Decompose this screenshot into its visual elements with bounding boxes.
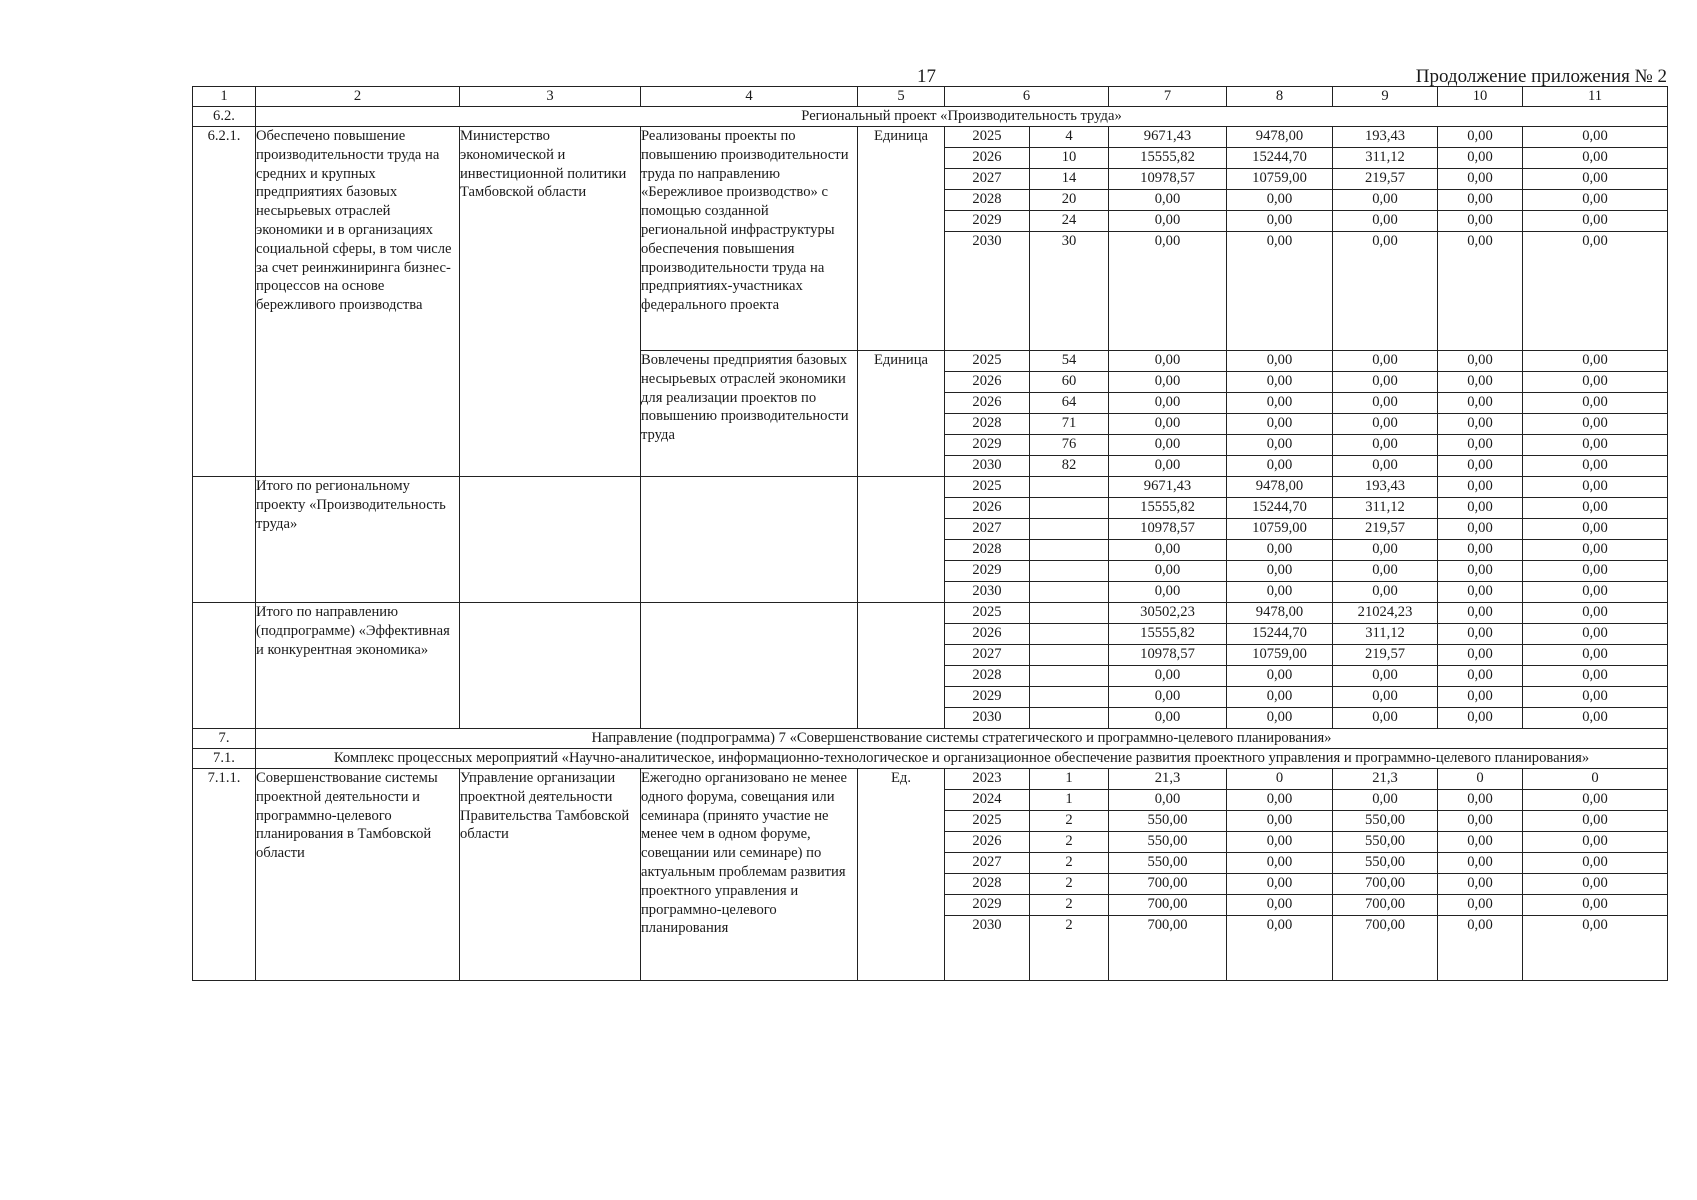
unit: [858, 477, 945, 603]
year-cell: 2030: [945, 582, 1030, 603]
extrabudget-amount: 0,00: [1523, 561, 1668, 582]
indicator-value: [1030, 582, 1109, 603]
year-cell: 2025: [945, 603, 1030, 624]
section-title: Комплекс процессных мероприятий «Научно-аналитическое, информационно-технологическое и организационное обеспечение развития проектного управления и программно-целевого планирования»: [256, 749, 1668, 769]
responsible-org: [460, 603, 641, 729]
federal-amount: 0,00: [1227, 561, 1333, 582]
municipal-amount: 0,00: [1438, 372, 1523, 393]
extrabudget-amount: 0,00: [1523, 351, 1668, 372]
regional-amount: 550,00: [1333, 811, 1438, 832]
total-amount: 550,00: [1109, 811, 1227, 832]
extrabudget-amount: 0,00: [1523, 832, 1668, 853]
result-description: Обеспечено повышение производительности труда на средних и крупных предприятиях базовых несырьевых отраслей экономики и в организациях социальной сферы, в том числе за счет реинжиниринга бизнес-процессов на основе бережливого производства: [256, 127, 460, 477]
total-amount: 700,00: [1109, 895, 1227, 916]
regional-amount: 21024,23: [1333, 603, 1438, 624]
year-cell: 2025: [945, 351, 1030, 372]
indicator-value: 24: [1030, 211, 1109, 232]
federal-amount: 0,00: [1227, 895, 1333, 916]
section-number: 7.: [193, 729, 256, 749]
regional-amount: 0,00: [1333, 687, 1438, 708]
total-amount: 0,00: [1109, 190, 1227, 211]
total-amount: 9671,43: [1109, 477, 1227, 498]
municipal-amount: 0,00: [1438, 127, 1523, 148]
unit: [858, 603, 945, 729]
year-cell: 2024: [945, 790, 1030, 811]
regional-amount: 700,00: [1333, 874, 1438, 895]
municipal-amount: 0: [1438, 769, 1523, 790]
year-cell: 2025: [945, 127, 1030, 148]
section-title: Региональный проект «Производительность труда»: [256, 107, 1668, 127]
extrabudget-amount: 0,00: [1523, 603, 1668, 624]
municipal-amount: 0,00: [1438, 895, 1523, 916]
section-number: 7.1.: [193, 749, 256, 769]
indicator-value: [1030, 645, 1109, 666]
total-amount: 30502,23: [1109, 603, 1227, 624]
total-amount: 9671,43: [1109, 127, 1227, 148]
table-row: [193, 477, 1668, 498]
year-cell: 2027: [945, 169, 1030, 190]
municipal-amount: 0,00: [1438, 211, 1523, 232]
extrabudget-amount: 0,00: [1523, 666, 1668, 687]
responsible-org: [460, 477, 641, 603]
federal-amount: 0: [1227, 769, 1333, 790]
federal-amount: 0,00: [1227, 832, 1333, 853]
year-cell: 2029: [945, 895, 1030, 916]
total-amount: 10978,57: [1109, 519, 1227, 540]
regional-amount: 700,00: [1333, 916, 1438, 981]
total-amount: 10978,57: [1109, 645, 1227, 666]
federal-amount: 0,00: [1227, 811, 1333, 832]
federal-amount: 0,00: [1227, 190, 1333, 211]
indicator-value: 20: [1030, 190, 1109, 211]
responsible-org: Управление организации проектной деятельности Правительства Тамбовской области: [460, 769, 641, 981]
section-row: [193, 749, 1668, 769]
indicator-name: [641, 477, 858, 603]
year-cell: 2030: [945, 916, 1030, 981]
extrabudget-amount: 0,00: [1523, 127, 1668, 148]
indicator-value: 2: [1030, 811, 1109, 832]
regional-amount: 700,00: [1333, 895, 1438, 916]
regional-amount: 193,43: [1333, 477, 1438, 498]
indicator-value: 71: [1030, 414, 1109, 435]
row-number: 6.2.1.: [193, 127, 256, 477]
municipal-amount: 0,00: [1438, 456, 1523, 477]
indicator-value: 2: [1030, 895, 1109, 916]
year-cell: 2029: [945, 211, 1030, 232]
regional-amount: 0,00: [1333, 790, 1438, 811]
regional-amount: 0,00: [1333, 393, 1438, 414]
year-cell: 2026: [945, 498, 1030, 519]
col-header: 6: [945, 87, 1109, 107]
total-label: Итого по направлению (подпрограмме) «Эффективная и конкурентная экономика»: [256, 603, 460, 729]
federal-amount: 9478,00: [1227, 603, 1333, 624]
section-row: [193, 107, 1668, 127]
year-cell: 2025: [945, 477, 1030, 498]
indicator-value: [1030, 540, 1109, 561]
col-header: 1: [193, 87, 256, 107]
total-amount: 21,3: [1109, 769, 1227, 790]
regional-amount: 0,00: [1333, 414, 1438, 435]
total-amount: 0,00: [1109, 211, 1227, 232]
year-cell: 2027: [945, 519, 1030, 540]
year-cell: 2026: [945, 148, 1030, 169]
municipal-amount: 0,00: [1438, 916, 1523, 981]
regional-amount: 0,00: [1333, 540, 1438, 561]
year-cell: 2026: [945, 372, 1030, 393]
continuation-note: Продолжение приложения № 2: [1415, 66, 1667, 87]
municipal-amount: 0,00: [1438, 811, 1523, 832]
municipal-amount: 0,00: [1438, 190, 1523, 211]
federal-amount: 0,00: [1227, 790, 1333, 811]
regional-amount: 0,00: [1333, 666, 1438, 687]
result-description: Совершенствование системы проектной деятельности и программно-целевого планирования в Тамбовской области: [256, 769, 460, 981]
row-number: [193, 477, 256, 603]
total-amount: 0,00: [1109, 582, 1227, 603]
indicator-value: 4: [1030, 127, 1109, 148]
federal-amount: 10759,00: [1227, 169, 1333, 190]
indicator-value: 60: [1030, 372, 1109, 393]
indicator-value: [1030, 708, 1109, 729]
extrabudget-amount: 0,00: [1523, 414, 1668, 435]
responsible-org: Министерство экономической и инвестиционной политики Тамбовской области: [460, 127, 641, 477]
column-number-row: [193, 87, 1668, 107]
federal-amount: 9478,00: [1227, 127, 1333, 148]
col-header: 3: [460, 87, 641, 107]
federal-amount: 10759,00: [1227, 519, 1333, 540]
total-amount: 700,00: [1109, 916, 1227, 981]
extrabudget-amount: 0,00: [1523, 519, 1668, 540]
total-amount: 0,00: [1109, 456, 1227, 477]
municipal-amount: 0,00: [1438, 790, 1523, 811]
municipal-amount: 0,00: [1438, 519, 1523, 540]
total-amount: 550,00: [1109, 832, 1227, 853]
federal-amount: 0,00: [1227, 540, 1333, 561]
col-header: 2: [256, 87, 460, 107]
extrabudget-amount: 0,00: [1523, 853, 1668, 874]
table-row: [193, 769, 1668, 790]
federal-amount: 0,00: [1227, 582, 1333, 603]
indicator-value: [1030, 498, 1109, 519]
table-row: [193, 603, 1668, 624]
year-cell: 2027: [945, 645, 1030, 666]
unit: Единица: [858, 127, 945, 351]
municipal-amount: 0,00: [1438, 414, 1523, 435]
federal-amount: 15244,70: [1227, 498, 1333, 519]
year-cell: 2028: [945, 874, 1030, 895]
total-amount: 10978,57: [1109, 169, 1227, 190]
municipal-amount: 0,00: [1438, 498, 1523, 519]
indicator-value: [1030, 477, 1109, 498]
municipal-amount: 0,00: [1438, 582, 1523, 603]
total-amount: 0,00: [1109, 540, 1227, 561]
year-cell: 2026: [945, 832, 1030, 853]
municipal-amount: 0,00: [1438, 393, 1523, 414]
municipal-amount: 0,00: [1438, 351, 1523, 372]
col-header: 10: [1438, 87, 1523, 107]
municipal-amount: 0,00: [1438, 561, 1523, 582]
extrabudget-amount: 0,00: [1523, 477, 1668, 498]
federal-amount: 0,00: [1227, 916, 1333, 981]
municipal-amount: 0,00: [1438, 853, 1523, 874]
municipal-amount: 0,00: [1438, 169, 1523, 190]
regional-amount: 219,57: [1333, 169, 1438, 190]
extrabudget-amount: 0,00: [1523, 708, 1668, 729]
col-header: 9: [1333, 87, 1438, 107]
regional-amount: 550,00: [1333, 853, 1438, 874]
indicator-value: 2: [1030, 832, 1109, 853]
unit: Единица: [858, 351, 945, 477]
indicator-name: Ежегодно организовано не менее одного форума, совещания или семинара (принято участие не менее чем в одном форуме, совещании или семинаре) по актуальным проблемам развития проектного управления и программно-целевого планирования: [641, 769, 858, 981]
federal-amount: 0,00: [1227, 435, 1333, 456]
regional-amount: 311,12: [1333, 624, 1438, 645]
year-cell: 2026: [945, 624, 1030, 645]
indicator-value: 14: [1030, 169, 1109, 190]
year-cell: 2029: [945, 435, 1030, 456]
total-amount: 0,00: [1109, 708, 1227, 729]
indicator-value: [1030, 561, 1109, 582]
federal-amount: 0,00: [1227, 456, 1333, 477]
regional-amount: 193,43: [1333, 127, 1438, 148]
indicator-name: [641, 603, 858, 729]
federal-amount: 0,00: [1227, 211, 1333, 232]
municipal-amount: 0,00: [1438, 603, 1523, 624]
col-header: 4: [641, 87, 858, 107]
extrabudget-amount: 0,00: [1523, 540, 1668, 561]
extrabudget-amount: 0,00: [1523, 624, 1668, 645]
col-header: 8: [1227, 87, 1333, 107]
extrabudget-amount: 0,00: [1523, 498, 1668, 519]
year-cell: 2026: [945, 393, 1030, 414]
extrabudget-amount: 0,00: [1523, 211, 1668, 232]
extrabudget-amount: 0,00: [1523, 148, 1668, 169]
regional-amount: 0,00: [1333, 211, 1438, 232]
total-amount: 15555,82: [1109, 498, 1227, 519]
total-amount: 0,00: [1109, 414, 1227, 435]
section-title: Направление (подпрограмма) 7 «Совершенствование системы стратегического и программно-целевого планирования»: [256, 729, 1668, 749]
federal-amount: 0,00: [1227, 351, 1333, 372]
year-cell: 2030: [945, 232, 1030, 351]
municipal-amount: 0,00: [1438, 874, 1523, 895]
total-amount: 0,00: [1109, 435, 1227, 456]
extrabudget-amount: 0,00: [1523, 435, 1668, 456]
extrabudget-amount: 0,00: [1523, 645, 1668, 666]
year-cell: 2025: [945, 811, 1030, 832]
extrabudget-amount: 0,00: [1523, 895, 1668, 916]
year-cell: 2027: [945, 853, 1030, 874]
indicator-value: 64: [1030, 393, 1109, 414]
regional-amount: 0,00: [1333, 351, 1438, 372]
total-amount: 0,00: [1109, 351, 1227, 372]
col-header: 7: [1109, 87, 1227, 107]
total-amount: 0,00: [1109, 561, 1227, 582]
municipal-amount: 0,00: [1438, 148, 1523, 169]
year-cell: 2030: [945, 708, 1030, 729]
municipal-amount: 0,00: [1438, 435, 1523, 456]
section-number: 6.2.: [193, 107, 256, 127]
total-amount: 550,00: [1109, 853, 1227, 874]
municipal-amount: 0,00: [1438, 687, 1523, 708]
municipal-amount: 0,00: [1438, 645, 1523, 666]
indicator-value: [1030, 666, 1109, 687]
col-header: 11: [1523, 87, 1668, 107]
year-cell: 2028: [945, 190, 1030, 211]
federal-amount: 0,00: [1227, 874, 1333, 895]
extrabudget-amount: 0,00: [1523, 687, 1668, 708]
total-amount: 0,00: [1109, 666, 1227, 687]
extrabudget-amount: 0,00: [1523, 169, 1668, 190]
indicator-value: 1: [1030, 790, 1109, 811]
total-label: Итого по региональному проекту «Производительность труда»: [256, 477, 460, 603]
regional-amount: 0,00: [1333, 372, 1438, 393]
year-cell: 2028: [945, 540, 1030, 561]
total-amount: 15555,82: [1109, 624, 1227, 645]
year-cell: 2029: [945, 561, 1030, 582]
federal-amount: 15244,70: [1227, 148, 1333, 169]
indicator-value: 2: [1030, 874, 1109, 895]
indicator-value: 30: [1030, 232, 1109, 351]
municipal-amount: 0,00: [1438, 666, 1523, 687]
total-amount: 0,00: [1109, 372, 1227, 393]
total-amount: 0,00: [1109, 790, 1227, 811]
year-cell: 2028: [945, 414, 1030, 435]
unit: Ед.: [858, 769, 945, 981]
regional-amount: 0,00: [1333, 190, 1438, 211]
extrabudget-amount: 0,00: [1523, 582, 1668, 603]
indicator-name: Вовлечены предприятия базовых несырьевых отраслей экономики для реализации проектов по повышению производительности труда: [641, 351, 858, 477]
page-number: 17: [917, 66, 936, 87]
total-amount: 700,00: [1109, 874, 1227, 895]
year-cell: 2023: [945, 769, 1030, 790]
year-cell: 2030: [945, 456, 1030, 477]
extrabudget-amount: 0,00: [1523, 456, 1668, 477]
regional-amount: 311,12: [1333, 498, 1438, 519]
indicator-value: 54: [1030, 351, 1109, 372]
extrabudget-amount: 0,00: [1523, 190, 1668, 211]
extrabudget-amount: 0,00: [1523, 232, 1668, 351]
regional-amount: 0,00: [1333, 456, 1438, 477]
regional-amount: 219,57: [1333, 645, 1438, 666]
municipal-amount: 0,00: [1438, 624, 1523, 645]
total-amount: 0,00: [1109, 393, 1227, 414]
federal-amount: 15244,70: [1227, 624, 1333, 645]
federal-amount: 0,00: [1227, 393, 1333, 414]
municipal-amount: 0,00: [1438, 540, 1523, 561]
indicator-name: Реализованы проекты по повышению производительности труда по направлению «Бережливое производство» с помощью созданной региональной инфраструктуры обеспечения повышения производительности труда на предприятиях-участниках федерального проекта: [641, 127, 858, 351]
regional-amount: 219,57: [1333, 519, 1438, 540]
indicator-value: 2: [1030, 853, 1109, 874]
federal-amount: 0,00: [1227, 708, 1333, 729]
total-amount: 15555,82: [1109, 148, 1227, 169]
row-number: 7.1.1.: [193, 769, 256, 981]
federal-amount: 0,00: [1227, 372, 1333, 393]
federal-amount: 9478,00: [1227, 477, 1333, 498]
extrabudget-amount: 0: [1523, 769, 1668, 790]
regional-amount: 0,00: [1333, 435, 1438, 456]
regional-amount: 550,00: [1333, 832, 1438, 853]
municipal-amount: 0,00: [1438, 708, 1523, 729]
municipal-amount: 0,00: [1438, 832, 1523, 853]
indicator-value: [1030, 519, 1109, 540]
extrabudget-amount: 0,00: [1523, 790, 1668, 811]
federal-amount: 0,00: [1227, 414, 1333, 435]
total-amount: 0,00: [1109, 232, 1227, 351]
indicator-value: 82: [1030, 456, 1109, 477]
extrabudget-amount: 0,00: [1523, 811, 1668, 832]
extrabudget-amount: 0,00: [1523, 916, 1668, 981]
indicator-value: [1030, 624, 1109, 645]
indicator-value: 76: [1030, 435, 1109, 456]
regional-amount: 0,00: [1333, 708, 1438, 729]
extrabudget-amount: 0,00: [1523, 393, 1668, 414]
regional-amount: 311,12: [1333, 148, 1438, 169]
row-number: [193, 603, 256, 729]
year-cell: 2029: [945, 687, 1030, 708]
extrabudget-amount: 0,00: [1523, 372, 1668, 393]
total-amount: 0,00: [1109, 687, 1227, 708]
indicator-value: [1030, 687, 1109, 708]
federal-amount: 0,00: [1227, 853, 1333, 874]
col-header: 5: [858, 87, 945, 107]
indicator-value: 2: [1030, 916, 1109, 981]
municipal-amount: 0,00: [1438, 477, 1523, 498]
regional-amount: 0,00: [1333, 232, 1438, 351]
municipal-amount: 0,00: [1438, 232, 1523, 351]
regional-amount: 21,3: [1333, 769, 1438, 790]
federal-amount: 0,00: [1227, 687, 1333, 708]
year-cell: 2028: [945, 666, 1030, 687]
regional-amount: 0,00: [1333, 561, 1438, 582]
extrabudget-amount: 0,00: [1523, 874, 1668, 895]
budget-table: [192, 86, 1668, 981]
regional-amount: 0,00: [1333, 582, 1438, 603]
section-row: [193, 729, 1668, 749]
table-row: [193, 127, 1668, 148]
federal-amount: 0,00: [1227, 232, 1333, 351]
indicator-value: 10: [1030, 148, 1109, 169]
federal-amount: 10759,00: [1227, 645, 1333, 666]
federal-amount: 0,00: [1227, 666, 1333, 687]
indicator-value: [1030, 603, 1109, 624]
indicator-value: 1: [1030, 769, 1109, 790]
